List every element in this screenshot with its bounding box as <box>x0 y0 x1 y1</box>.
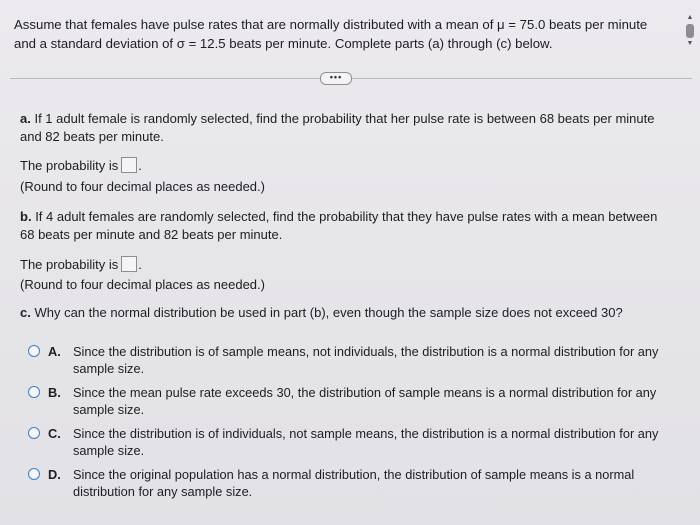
part-b-answer-line <box>20 256 142 274</box>
part-b-text: If 4 adult females are randomly selected, find the probability that they have pulse rates with a mean between 68 beats per minute and 82 beats per minute. <box>20 209 658 242</box>
part-c-text: Why can the normal distribution be used in part (b), even though the sample size does not exceed 30? <box>34 305 623 320</box>
option-d[interactable] <box>28 466 668 502</box>
option-c-text[interactable]: Since the distribution is of individuals, not sample means, the distribution is a normal distribution for any sample size. <box>73 426 659 458</box>
option-b-letter: B. <box>48 385 61 400</box>
scrollbar[interactable] <box>684 14 696 50</box>
expand-more-button[interactable]: ••• <box>320 72 352 85</box>
option-d-radio[interactable] <box>28 468 40 480</box>
option-b[interactable] <box>28 384 668 420</box>
part-b-prob-label: The probability is <box>20 257 119 272</box>
part-b-period: . <box>138 257 142 272</box>
part-c-question <box>20 304 675 322</box>
option-c-letter: C. <box>48 426 61 441</box>
option-b-radio[interactable] <box>28 386 40 398</box>
option-a-radio[interactable] <box>28 345 40 357</box>
part-b-answer-input[interactable] <box>121 256 137 272</box>
part-a-text: If 1 adult female is randomly selected, find the probability that her pulse rate is between 68 beats per minute and 82 beats per minute. <box>20 111 655 144</box>
option-d-text[interactable]: Since the original population has a normal distribution, the distribution of sample means is a normal distribution for any sample size. <box>73 467 635 499</box>
part-a-letter: a. <box>20 111 31 126</box>
part-a-question <box>20 110 675 146</box>
option-b-text[interactable]: Since the mean pulse rate exceeds 30, the distribution of sample means is a normal distribution for any sample size. <box>73 385 657 417</box>
part-a-round-note: (Round to four decimal places as needed.) <box>20 179 265 194</box>
scroll-up-arrow-icon[interactable]: ▲ <box>686 14 694 21</box>
option-a-text[interactable]: Since the distribution is of sample means, not individuals, the distribution is a normal distribution for any sample size. <box>73 344 659 376</box>
part-a-answer-input[interactable] <box>121 157 137 173</box>
part-b-question <box>20 208 675 244</box>
part-a-prob-label: The probability is <box>20 158 119 173</box>
intro-line-2: and a standard deviation of σ = 12.5 beats per minute. Complete parts (a) through (c) below. <box>14 36 553 51</box>
scroll-thumb[interactable] <box>686 24 694 38</box>
intro-line-1: Assume that females have pulse rates that are normally distributed with a mean of μ = 75.0 beats per minute <box>14 17 648 32</box>
part-b-round-note: (Round to four decimal places as needed.) <box>20 277 265 292</box>
part-b-letter: b. <box>20 209 32 224</box>
option-a-letter: A. <box>48 344 61 359</box>
part-a-answer-line <box>20 157 142 175</box>
scroll-down-arrow-icon[interactable]: ▼ <box>686 40 694 47</box>
part-c-letter: c. <box>20 305 31 320</box>
part-a-period: . <box>138 158 142 173</box>
option-d-letter: D. <box>48 467 61 482</box>
option-a[interactable] <box>28 343 668 379</box>
option-c-radio[interactable] <box>28 427 40 439</box>
option-c[interactable] <box>28 425 668 461</box>
problem-statement <box>14 15 674 53</box>
